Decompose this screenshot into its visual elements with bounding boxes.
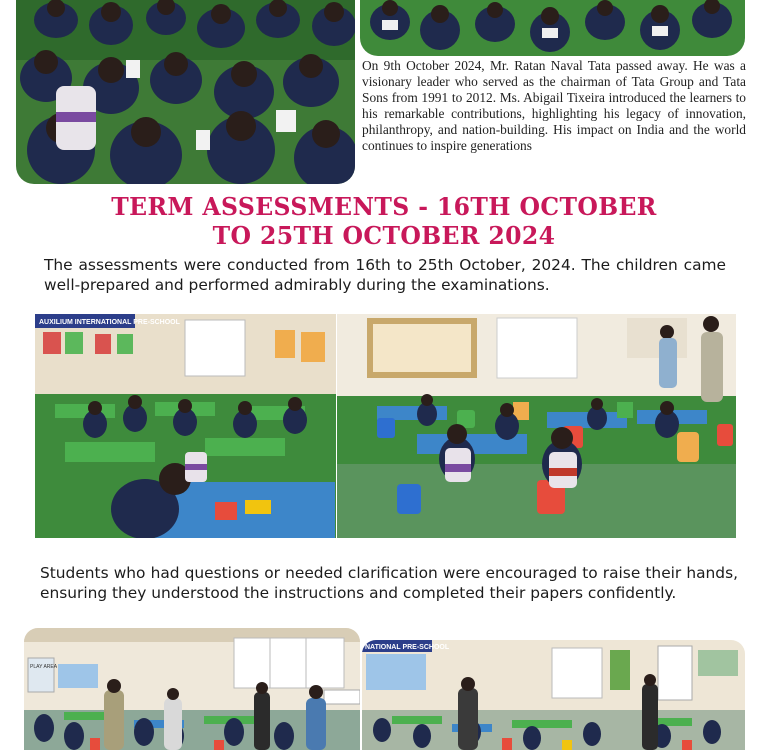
photo-students-seated-right bbox=[360, 0, 745, 56]
photo-exam-hall-left bbox=[24, 628, 360, 750]
tribute-paragraph: On 9th October 2024, Mr. Ratan Naval Tata passed away. He was a visionary leader who served as the chairman of Tata Group and Tata Sons from 1991 to 2012. Ms. Abigail Tixeira introduced the learners to his remarkable contributions, highlighting his legacy of innovation, philanthropy, and nation-building. His impact on India and the world continues to inspire generations bbox=[362, 58, 746, 154]
exam-left-banner-text: AUXILIUM INTERNATIONAL PRE-SCHOOL bbox=[39, 319, 180, 326]
hall-right-banner-text: NATIONAL PRE-SCHOOL bbox=[365, 644, 450, 651]
photo-exam-classroom-left bbox=[35, 314, 336, 538]
hall-left-board-text: PLAY AREA bbox=[30, 664, 58, 670]
questions-paragraph: Students who had questions or needed clarification were encouraged to raise their hands, ensuring they understood the instructions and completed their papers confidently. bbox=[40, 564, 738, 602]
photo-students-seated-left bbox=[16, 0, 355, 184]
photo-exam-classroom-right bbox=[337, 314, 736, 538]
assessment-intro-paragraph: The assessments were conducted from 16th to 25th October, 2024. The children came well-prepared and performed admirably during the examinations. bbox=[44, 256, 726, 294]
photo-exam-hall-right bbox=[362, 640, 745, 750]
section-heading-line-1: TERM ASSESSMENTS - 16TH OCTOBER bbox=[111, 192, 657, 221]
section-heading-line-2: TO 25TH OCTOBER 2024 bbox=[212, 221, 556, 250]
